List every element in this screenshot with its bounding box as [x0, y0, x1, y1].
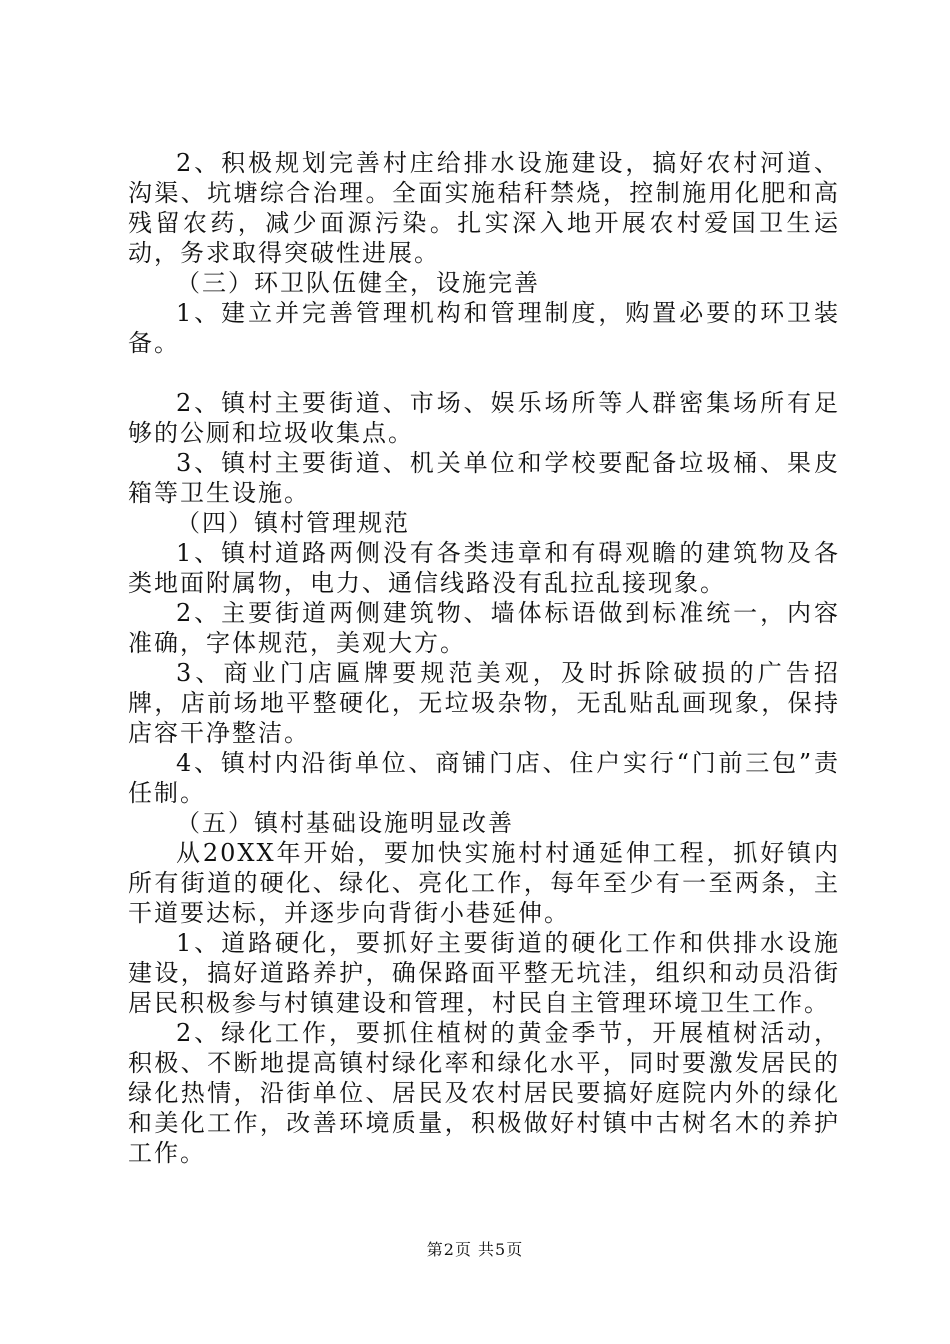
- section-heading-infrastructure: （五）镇村基础设施明显改善: [176, 809, 514, 837]
- paragraph-road-hardening: 1、道路硬化，要抓好主要街道的硬化工作和供排水设施建设，搞好道路养护，确保路面平整无坑洼，组织和动员沿街居民积极参与村镇建设和管理，村民自主管理环境卫生工作。: [128, 929, 840, 1017]
- paragraph-greening: 2、绿化工作，要抓住植树的黄金季节，开展植树活动，积极、不断地提高镇村绿化率和绿化水平，同时要激发居民的绿化热情，沿街单位、居民及农村居民要搞好庭院内外的绿化和美化工作，改善环境质量，积极做好村镇中古树名木的养护工作。: [128, 1019, 840, 1167]
- paragraph-management-agency: 1、建立并完善管理机构和管理制度，购置必要的环卫装备。: [128, 299, 840, 357]
- paragraph-shop-signs: 3、商业门店匾牌要规范美观，及时拆除破损的广告招牌，店前场地平整硬化，无垃圾杂物，无乱贴乱画现象，保持店容干净整洁。: [128, 659, 840, 747]
- paragraph-trash-bins: 3、镇村主要街道、机关单位和学校要配备垃圾桶、果皮箱等卫生设施。: [128, 449, 840, 507]
- document-body: [128, 148, 840, 1168]
- paragraph-three-guarantees: 4、镇村内沿街单位、商铺门店、住户实行“门前三包”责任制。: [128, 749, 840, 807]
- paragraph-public-toilets: 2、镇村主要街道、市场、娱乐场所等人群密集场所有足够的公厕和垃圾收集点。: [128, 389, 840, 447]
- section-heading-sanitation-team: （三）环卫队伍健全，设施完善: [176, 269, 540, 297]
- paragraph-road-extension: 从20XX年开始，要加快实施村村通延伸工程，抓好镇内所有街道的硬化、绿化、亮化工作，每年至少有一至两条，主干道要达标，并逐步向背街小巷延伸。: [128, 839, 840, 927]
- paragraph-drainage: 2、积极规划完善村庄给排水设施建设，搞好农村河道、沟渠、坑塘综合治理。全面实施秸秆禁烧，控制施用化肥和高残留农药，减少面源污染。扎实深入地开展农村爱国卫生运动，务求取得突破性进展。: [128, 149, 840, 267]
- section-heading-village-management: （四）镇村管理规范: [176, 509, 410, 537]
- page-footer: 第2页 共5页: [426, 1240, 524, 1259]
- paragraph-wall-slogans: 2、主要街道两侧建筑物、墙体标语做到标准统一，内容准确，字体规范，美观大方。: [128, 599, 840, 657]
- paragraph-road-sides: 1、镇村道路两侧没有各类违章和有碍观瞻的建筑物及各类地面附属物，电力、通信线路没有乱拉乱接现象。: [128, 539, 840, 597]
